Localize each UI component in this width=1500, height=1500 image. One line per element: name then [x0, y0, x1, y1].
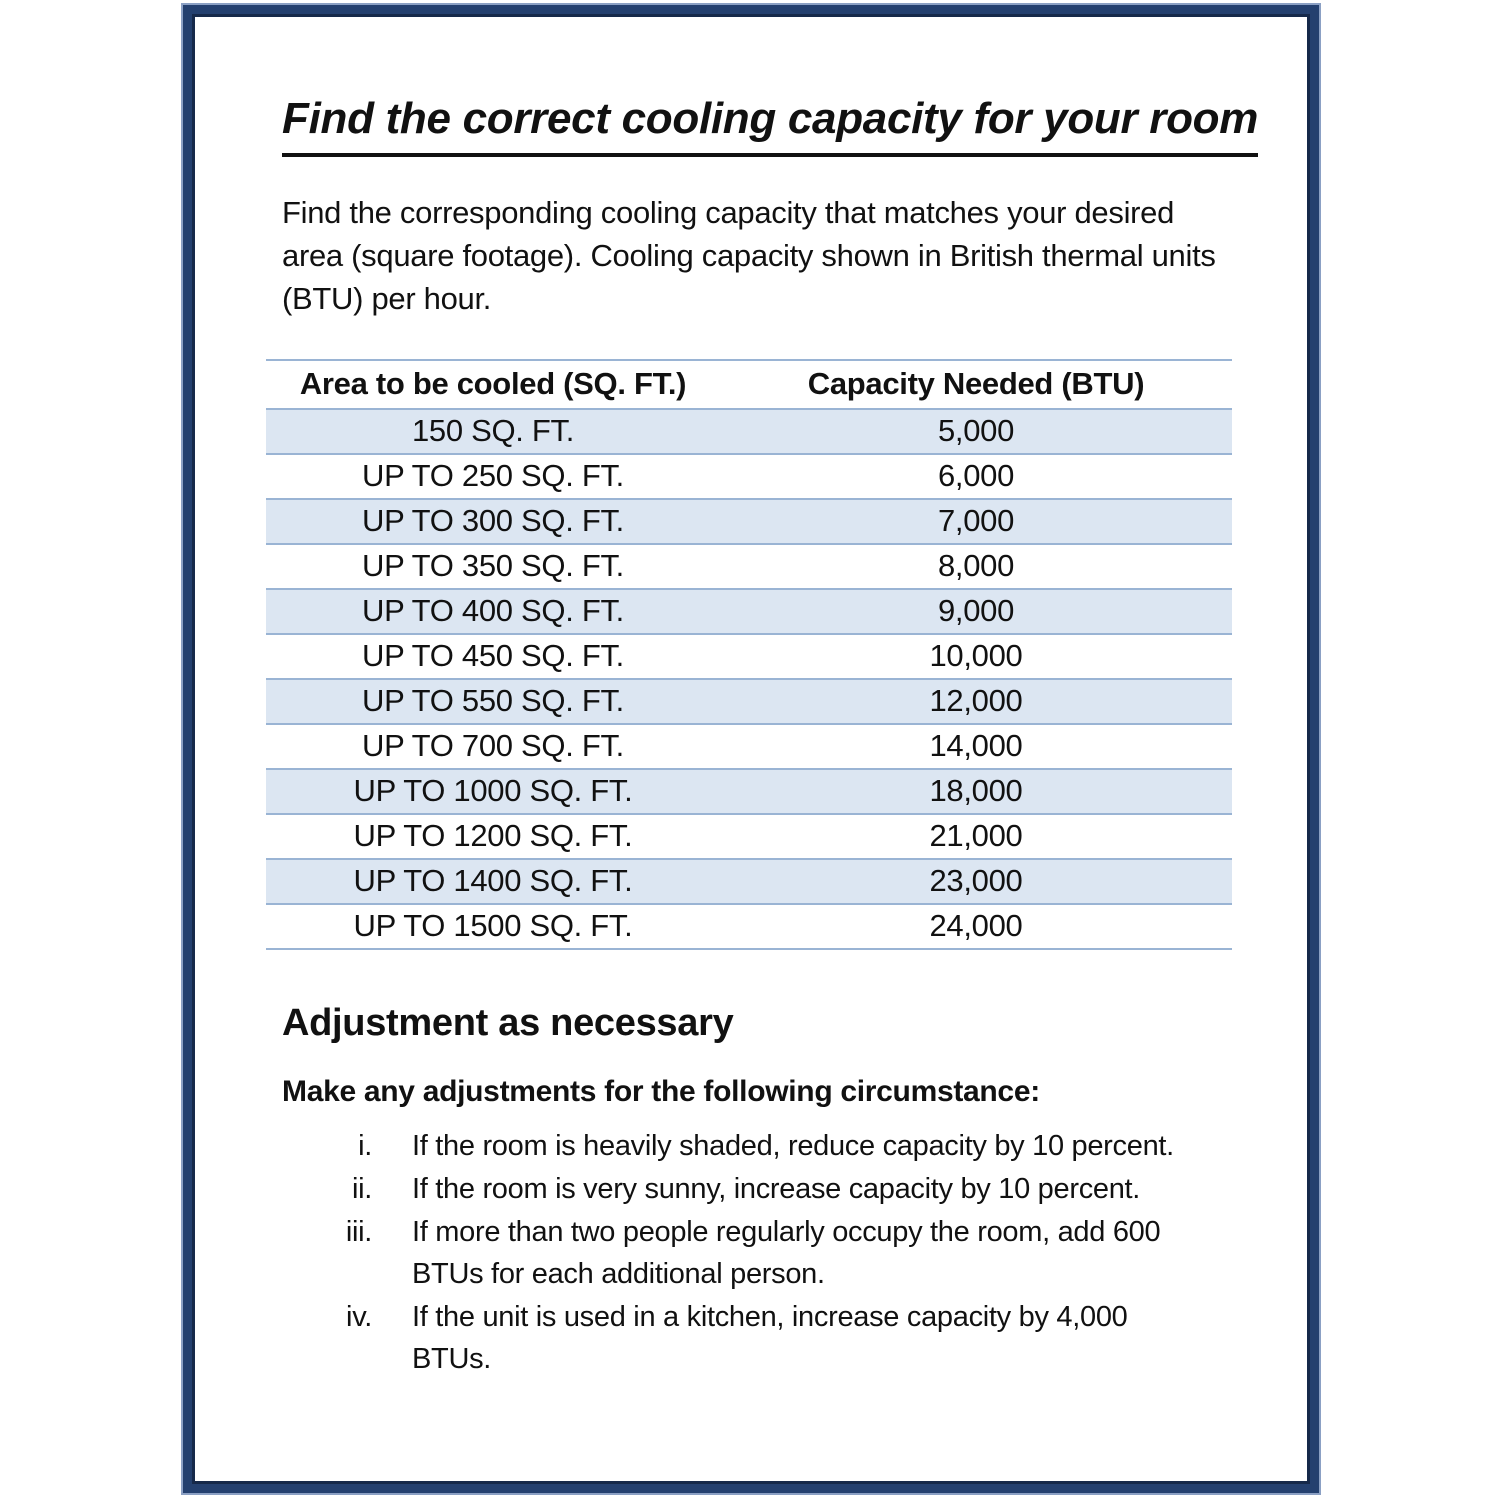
btu-cell: 7,000 [720, 499, 1232, 544]
column-header-area: Area to be cooled (SQ. FT.) [266, 360, 720, 409]
adjustment-heading: Adjustment as necessary [282, 1001, 734, 1044]
btu-cell: 24,000 [720, 904, 1232, 949]
area-cell: UP TO 1400 SQ. FT. [266, 859, 720, 904]
btu-cell: 21,000 [720, 814, 1232, 859]
btu-cell: 14,000 [720, 724, 1232, 769]
area-cell: UP TO 1500 SQ. FT. [266, 904, 720, 949]
area-cell: UP TO 400 SQ. FT. [266, 589, 720, 634]
area-cell: UP TO 300 SQ. FT. [266, 499, 720, 544]
document-page [183, 5, 1319, 1493]
btu-cell: 9,000 [720, 589, 1232, 634]
btu-cell: 8,000 [720, 544, 1232, 589]
table-header-row [266, 360, 1232, 409]
intro-paragraph: Find the corresponding cooling capacity that matches your desired area (square footage). Cooling capacity shown in British thermal units (BTU) per hour. [282, 194, 1216, 317]
table-row [266, 454, 1232, 499]
area-cell: UP TO 1000 SQ. FT. [266, 769, 720, 814]
table-row [266, 769, 1232, 814]
table-row [266, 634, 1232, 679]
table-row [266, 814, 1232, 859]
table-row [266, 679, 1232, 724]
table-row [266, 859, 1232, 904]
list-text: If the room is very sunny, increase capacity by 10 percent. [412, 1172, 1141, 1205]
column-header-capacity: Capacity Needed (BTU) [720, 360, 1232, 409]
btu-cell: 6,000 [720, 454, 1232, 499]
table-row [266, 544, 1232, 589]
btu-cell: 18,000 [720, 769, 1232, 814]
cooling-capacity-table [266, 359, 1232, 950]
table-row [266, 589, 1232, 634]
btu-cell: 12,000 [720, 679, 1232, 724]
btu-cell: 10,000 [720, 634, 1232, 679]
list-item [310, 1125, 1220, 1167]
area-cell: UP TO 550 SQ. FT. [266, 679, 720, 724]
page-title-text: Find the correct cooling capacity for your room [282, 94, 1258, 157]
list-marker: i. [358, 1129, 372, 1162]
btu-cell: 5,000 [720, 409, 1232, 454]
table-row [266, 724, 1232, 769]
list-text: If more than two people regularly occupy the room, add 600 BTUs for each additional person. [412, 1215, 1161, 1290]
area-cell: UP TO 250 SQ. FT. [266, 454, 720, 499]
list-item [310, 1168, 1220, 1210]
area-cell: UP TO 450 SQ. FT. [266, 634, 720, 679]
area-cell: UP TO 700 SQ. FT. [266, 724, 720, 769]
table-row [266, 409, 1232, 454]
area-cell: 150 SQ. FT. [266, 409, 720, 454]
area-cell: UP TO 350 SQ. FT. [266, 544, 720, 589]
page-title [282, 94, 1259, 157]
table-row [266, 499, 1232, 544]
list-marker: iv. [346, 1300, 372, 1333]
list-text: If the unit is used in a kitchen, increase capacity by 4,000 BTUs. [412, 1300, 1128, 1375]
area-cell: UP TO 1200 SQ. FT. [266, 814, 720, 859]
adjustment-intro: Make any adjustments for the following circumstance: [282, 1074, 1040, 1108]
list-item [310, 1211, 1220, 1295]
list-marker: iii. [345, 1215, 372, 1248]
adjustment-list [310, 1125, 1220, 1380]
list-text: If the room is heavily shaded, reduce capacity by 10 percent. [412, 1129, 1174, 1162]
btu-cell: 23,000 [720, 859, 1232, 904]
table-row [266, 904, 1232, 949]
list-marker: ii. [351, 1172, 372, 1205]
list-item [310, 1296, 1220, 1380]
